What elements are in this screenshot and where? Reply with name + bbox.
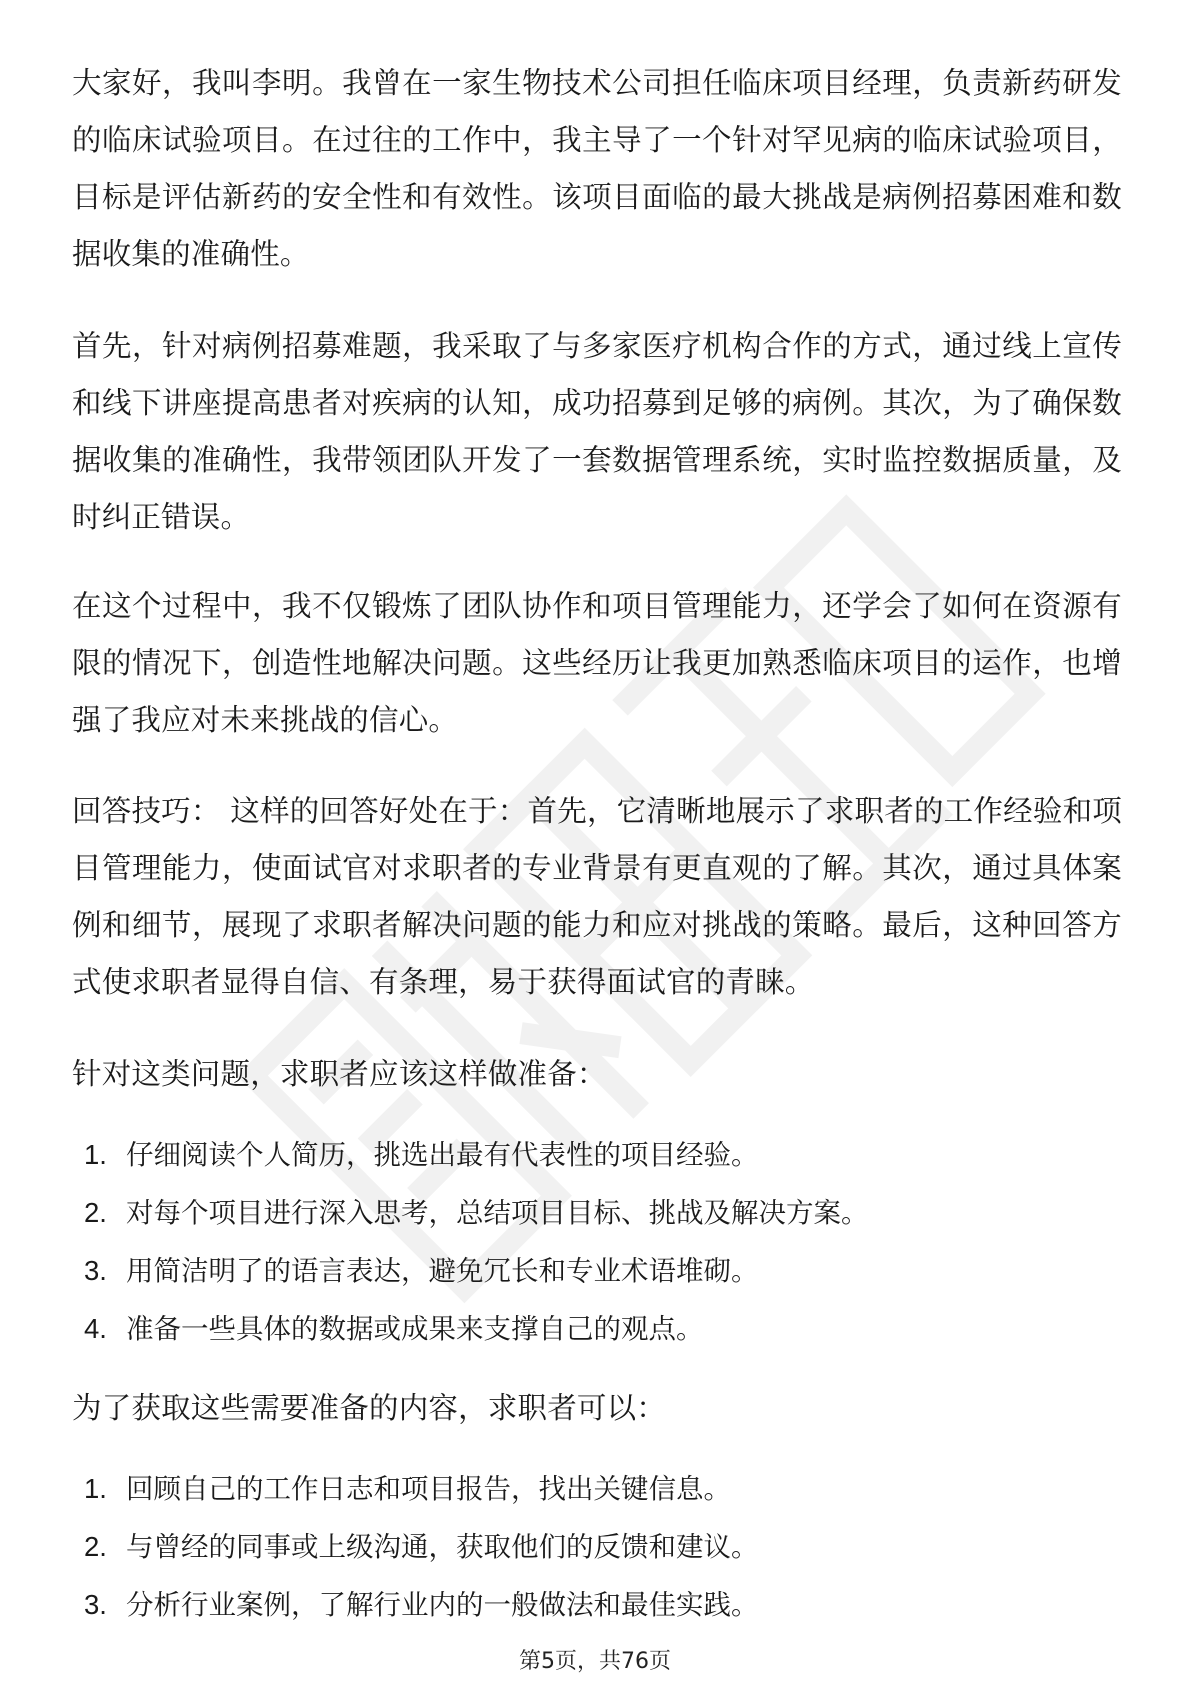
- list-item-text: 回顾自己的工作日志和项目报告，找出关键信息。: [126, 1473, 731, 1505]
- list-item: [84, 1242, 1114, 1300]
- list-item-text: 与曾经的同事或上级沟通，获取他们的反馈和建议。: [126, 1531, 759, 1563]
- list-item-text: 用简洁明了的语言表达，避免冗长和专业术语堆砌。: [126, 1255, 759, 1287]
- list-item: [84, 1460, 1114, 1518]
- list-item-number: 1.: [84, 1473, 107, 1504]
- list-item: [84, 1576, 1114, 1634]
- page-number-footer: 第5页，共76页: [519, 1649, 671, 1674]
- list-item-number: 4.: [84, 1313, 107, 1344]
- sources-heading: 为了获取这些需要准备的内容，求职者可以：: [72, 1391, 667, 1425]
- list-item-number: 2.: [84, 1531, 107, 1562]
- preparation-list: [84, 1126, 1114, 1358]
- list-item-number: 1.: [84, 1139, 107, 1170]
- approach-paragraph: 首先，针对病例招募难题，我采取了与多家医疗机构合作的方式，通过线上宣传和线下讲座提高患者对疾病的认知，成功招募到足够的病例。其次，为了确保数据收集的准确性，我带领团队开发了一套数据管理系统，实时监控数据质量，及时纠正错误。: [72, 329, 1122, 534]
- list-item-number: 3.: [84, 1255, 107, 1286]
- list-item: [84, 1126, 1114, 1184]
- reflection-paragraph: 在这个过程中，我不仅锻炼了团队协作和项目管理能力，还学会了如何在资源有限的情况下，创造性地解决问题。这些经历让我更加熟悉临床项目的运作，也增强了我应对未来挑战的信心。: [72, 589, 1122, 737]
- list-item: [84, 1300, 1114, 1358]
- list-item-number: 2.: [84, 1197, 107, 1228]
- preparation-heading: 针对这类问题，求职者应该这样做准备：: [72, 1057, 607, 1091]
- list-item-text: 分析行业案例，了解行业内的一般做法和最佳实践。: [126, 1589, 759, 1621]
- list-item: [84, 1518, 1114, 1576]
- sources-list: [84, 1460, 1114, 1634]
- list-item-text: 仔细阅读个人简历，挑选出最有代表性的项目经验。: [126, 1139, 759, 1171]
- list-item-number: 3.: [84, 1589, 107, 1620]
- intro-paragraph: 大家好，我叫李明。我曾在一家生物技术公司担任临床项目经理，负责新药研发的临床试验项目。在过往的工作中，我主导了一个针对罕见病的临床试验项目，目标是评估新药的安全性和有效性。该项目面临的最大挑战是病例招募困难和数据收集的准确性。: [72, 66, 1122, 271]
- list-item-text: 准备一些具体的数据或成果来支撑自己的观点。: [126, 1313, 704, 1345]
- list-item: [84, 1184, 1114, 1242]
- list-item-text: 对每个项目进行深入思考，总结项目目标、挑战及解决方案。: [126, 1197, 869, 1229]
- answer-tips-paragraph: 回答技巧： 这样的回答好处在于：首先，它清晰地展示了求职者的工作经验和项目管理能力，使面试官对求职者的专业背景有更直观的了解。其次，通过具体案例和细节，展现了求职者解决问题的能力和应对挑战的策略。最后，这种回答方式使求职者显得自信、有条理，易于获得面试官的青睐。: [72, 794, 1122, 999]
